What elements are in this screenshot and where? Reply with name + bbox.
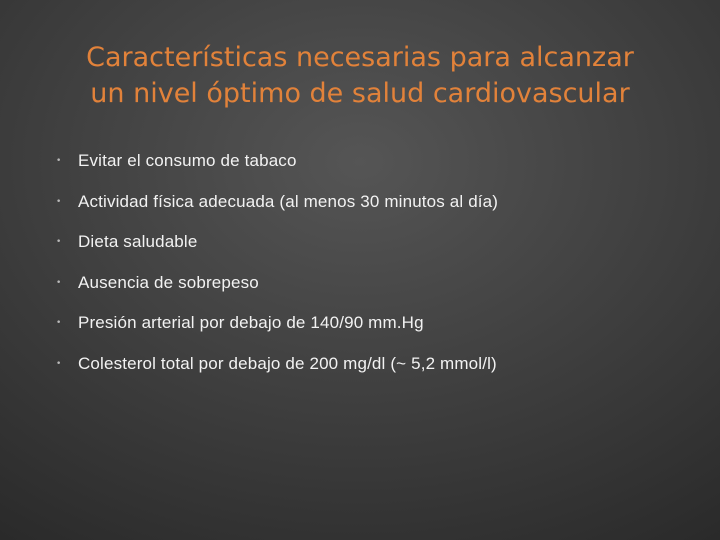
slide-title-line-2: un nivel óptimo de salud cardiovascular: [90, 78, 630, 109]
bullet-text: Presión arterial por debajo de 140/90 mm.Hg: [78, 313, 424, 332]
bullet-icon: •: [56, 318, 62, 328]
bullet-text: Evitar el consumo de tabaco: [78, 151, 297, 170]
bullet-text: Dieta saludable: [78, 232, 198, 251]
bullet-text: Actividad física adecuada (al menos 30 minutos al día): [78, 191, 499, 211]
bullet-item: [54, 142, 694, 183]
bullet-text: Ausencia de sobrepeso: [78, 272, 259, 292]
bullet-text: Colesterol total por debajo de 200 mg/dl (~ 5,2 mmol/l): [78, 353, 497, 373]
bullet-item: [54, 264, 694, 305]
bullet-item: [54, 345, 694, 386]
bullet-icon: •: [56, 196, 62, 207]
bullet-icon: •: [56, 156, 62, 166]
slide-title-line-1: Características necesarias para alcanzar: [86, 42, 634, 73]
bullet-item: [54, 223, 694, 264]
bullet-list: [54, 142, 694, 385]
bullet-item: [54, 183, 694, 224]
bullet-icon: •: [56, 237, 62, 247]
slide-title: [40, 40, 680, 112]
bullet-icon: •: [56, 277, 62, 288]
bullet-item: [54, 304, 694, 345]
bullet-icon: •: [56, 358, 62, 369]
